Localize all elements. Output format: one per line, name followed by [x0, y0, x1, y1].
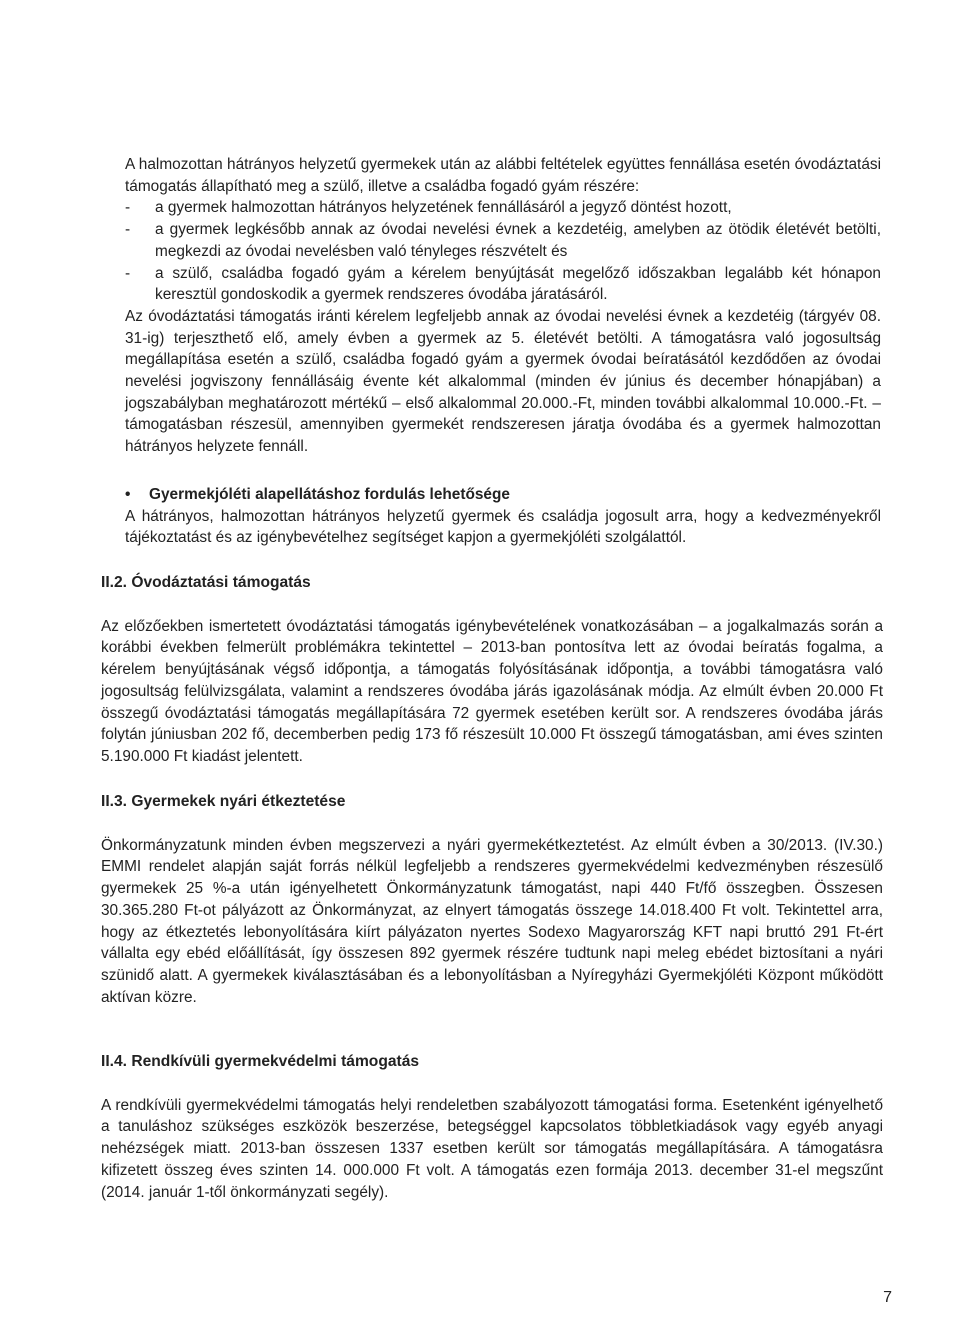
- condition-text: a szülő, családba fogadó gyám a kérelem benyújtását megelőző időszakban legalább két hónapon keresztül gondoskodik a gyermek rendszeres óvodába járatásáról.: [155, 264, 881, 304]
- gyermekjoleti-block: [125, 484, 881, 549]
- hhh-conditions-block: [125, 154, 881, 458]
- section-paragraph: A rendkívüli gyermekvédelmi támogatás helyi rendeletben szabályozott támogatási forma. Esetenként igényelhető a tanuláshoz szükséges eszközök beszerzése, betegséggel kapcsolatos többletkiadások vagy egyéb anyagi nehézségek miatt. 2013-ban összesen 1337 esetben került sor támogatás megállapítására. A támogatásra kifizetett összeg éves szinten 14. 000.000 Ft volt. A támogatás ezen formája 2013. december 31-el megszűnt (2014. január 1-től önkormányzati segély).: [101, 1096, 883, 1201]
- condition-text: a gyermek halmozottan hátrányos helyzetének fennállásáról a jegyző döntést hozott,: [155, 199, 732, 217]
- dash-marker: -: [125, 221, 131, 239]
- page-number: 7: [883, 1289, 892, 1306]
- gyermekjoleti-paragraph: A hátrányos, halmozottan hátrányos helyzetű gyermek és családja jogosult arra, hogy a kedvezményekről tájékoztatást és az igénybevételhez segítséget kapjon a gyermekjóléti szolgálattól.: [125, 507, 881, 547]
- condition-item: [125, 197, 881, 219]
- section-ovodaztatasi: [101, 572, 883, 768]
- bullet-heading-text: Gyermekjóléti alapellátáshoz fordulás lehetősége: [149, 486, 510, 503]
- section-paragraph: Önkormányzatunk minden évben megszervezi a nyári gyermekétkeztetést. Az elmúlt évben a 30/2013. (IV.30.) EMMI rendelet alapján saját forrás nélkül legfeljebb a rendszeres gyermekvédelmi kedvezményben részesülő gyermekek 25 %-a után igényelhetett Önkormányzatunk támogatást, napi 440 Ft/fő összegben. Összesen 30.365.280 Ft-ot pályázott az Önkormányzat, az elnyert támogatás összege 14.018.400 Ft volt. Tekintettel arra, hogy az étkeztetés lebonyolítására kiírt pályázaton nyertes Sodexo Magyarország KFT napi bruttó 291 Ft-ért vállalta egy ebéd előállítását, így összesen 892 gyermek részére tudtunk napi meleg ebédet biztosítani a nyári szünidő alatt. A gyermekek kiválasztásában és a lebonyolításban a Nyíregyházi Gyermekjóléti Központ működött aktívan közre.: [101, 836, 883, 1006]
- condition-text: a gyermek legkésőbb annak az óvodai nevelési évnek a kezdetéig, amelyben az ötödik életévét betölti, megkezdi az óvodai nevelésben való tényleges részvételt és: [155, 221, 881, 260]
- section-rendkivuli: [101, 1051, 883, 1203]
- bullet-icon: •: [125, 486, 131, 503]
- section-heading: II.2. Óvodáztatási támogatás: [101, 574, 311, 591]
- dash-marker: -: [125, 199, 131, 217]
- section-nyari-etkeztetes: [101, 791, 883, 1008]
- intro-paragraph: A halmozottan hátrányos helyzetű gyermekek után az alábbi feltételek együttes fennállása esetén óvodáztatási támogatás állapítható meg a szülő, illetve a családba fogadó gyám részére:: [125, 156, 881, 195]
- bullet-heading: [125, 484, 881, 506]
- section-heading: II.4. Rendkívüli gyermekvédelmi támogatás: [101, 1053, 420, 1070]
- outro-paragraph: Az óvodáztatási támogatás iránti kérelem legfeljebb annak az óvodai nevelési évnek a kezdetéig (tárgyév 08. 31-ig) terjeszthető elő, amely évben a gyermek az 5. életévét betölti. A támogatásra való jogosultság megállapítása esetén a szülő, családba fogadó gyám a gyermek óvodai beíratásától kezdődően az óvodai nevelési jogviszony fennállásáig évente két alkalommal (minden év június és december hónapjában) a jogszabályban meghatározott mértékű – első alkalommal 20.000.-Ft, minden további alkalommal 10.000.-Ft. – támogatásban részesül, amennyiben gyermekét rendszeresen járatja óvodába és a gyermek halmozottan hátrányos helyzete fennáll.: [125, 307, 881, 456]
- section-paragraph: Az előzőekben ismertetett óvodáztatási támogatás igénybevételének vonatkozásában – a jogalkalmazás során a korábbi években felmerült problémákra tekintettel – 2013-ban pontosítva lett az óvodai beíratás fogalma, a kérelem benyújtásának végső időpontja, a támogatás folyósításának időpontja, a további támogatásra való jogosultság felülvizsgálata, valamint a rendszeres óvodába járás igazolásának módja. Az elmúlt évben 20.000 Ft összegű óvodáztatási támogatás megállapítására 72 gyermek esetében került sor. A rendszeres óvodába járás folytán júniusban 202 fő, decemberben pedig 173 fő részesült 10.000 Ft összegű támogatásban, ami éves szinten 5.190.000 Ft kiadást jelentett.: [101, 617, 883, 765]
- condition-item: [125, 263, 881, 306]
- dash-marker: -: [125, 264, 131, 282]
- condition-item: [125, 219, 881, 262]
- section-heading: II.3. Gyermekek nyári étkeztetése: [101, 793, 346, 810]
